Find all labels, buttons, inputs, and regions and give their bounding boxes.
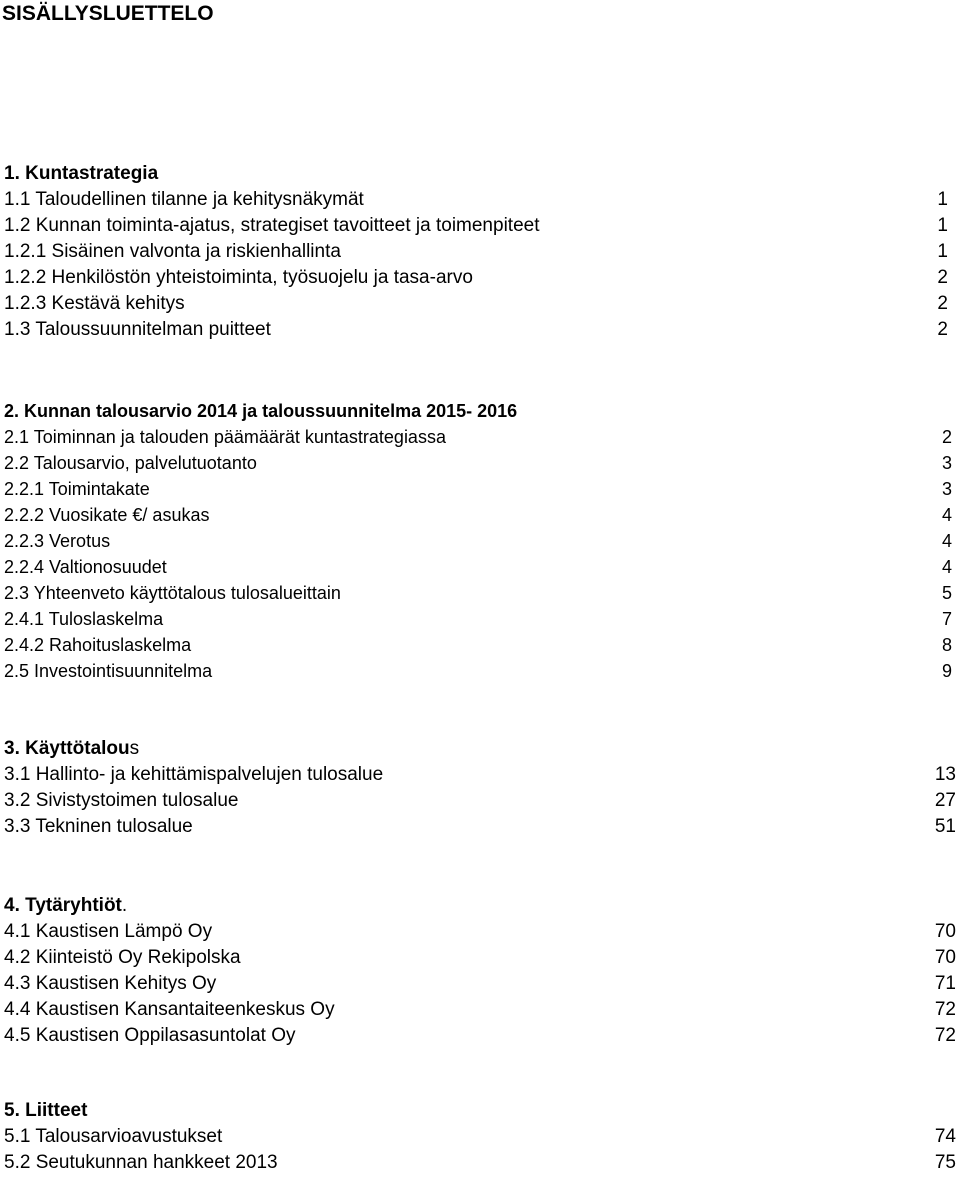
toc-entry-page: 51 bbox=[934, 816, 956, 837]
toc-entry-page: 75 bbox=[934, 1152, 956, 1173]
toc-entry[interactable] bbox=[4, 945, 960, 971]
toc-entry[interactable] bbox=[4, 762, 960, 788]
section-heading-text: 1. Kuntastrategia bbox=[4, 163, 159, 184]
toc-entry[interactable] bbox=[4, 528, 960, 554]
toc-entry-page: 13 bbox=[934, 764, 956, 785]
toc-entry-label: 2.4.1 Tuloslaskelma bbox=[4, 609, 164, 629]
toc-entry[interactable] bbox=[4, 814, 960, 840]
section-heading-text: 4. Tytäryhtiöt bbox=[4, 895, 122, 916]
toc-entry-page: 2 bbox=[941, 427, 952, 447]
toc-entry-page: 72 bbox=[934, 999, 956, 1020]
toc-entry-label: 4.2 Kiinteistö Oy Rekipolska bbox=[4, 947, 241, 968]
toc-entry-page: 70 bbox=[934, 947, 956, 968]
toc-entry-page: 74 bbox=[934, 1126, 956, 1147]
toc-entry-label: 3.3 Tekninen tulosalue bbox=[4, 816, 193, 837]
toc-entry[interactable] bbox=[4, 554, 960, 580]
toc-entry-label: 5.2 Seutukunnan hankkeet 2013 bbox=[4, 1152, 278, 1173]
toc-entry-label: 4.4 Kaustisen Kansantaiteenkeskus Oy bbox=[4, 999, 335, 1020]
toc-entry[interactable] bbox=[4, 317, 960, 343]
toc-entry[interactable] bbox=[4, 632, 960, 658]
toc-entry-page: 9 bbox=[941, 661, 952, 681]
toc-entry[interactable] bbox=[4, 239, 960, 265]
toc-entry[interactable] bbox=[4, 606, 960, 632]
toc-entry[interactable] bbox=[4, 213, 960, 239]
toc-section-2 bbox=[4, 398, 960, 684]
toc-section-3 bbox=[4, 736, 960, 840]
toc-entry-label: 1.2.3 Kestävä kehitys bbox=[4, 293, 185, 314]
toc-entry-page: 71 bbox=[934, 973, 956, 994]
toc-entry-label: 2.2.3 Verotus bbox=[4, 531, 111, 551]
toc-section-4 bbox=[4, 893, 960, 1049]
toc-entry-page: 4 bbox=[941, 557, 952, 577]
document-title: SISÄLLYSLUETTELO bbox=[2, 2, 214, 25]
toc-entry-label: 4.5 Kaustisen Oppilasasuntolat Oy bbox=[4, 1025, 296, 1046]
toc-entry-page: 70 bbox=[934, 921, 956, 942]
toc-entry-page: 2 bbox=[937, 319, 948, 340]
toc-entry[interactable] bbox=[4, 476, 960, 502]
toc-entry-page: 5 bbox=[941, 583, 952, 603]
toc-entry-page: 72 bbox=[934, 1025, 956, 1046]
toc-entry-page: 8 bbox=[941, 635, 952, 655]
toc-entry-label: 1.1 Taloudellinen tilanne ja kehitysnäkymät bbox=[4, 189, 364, 210]
toc-entry-page: 2 bbox=[937, 293, 948, 314]
section-heading-text: 3. Käyttötalou bbox=[4, 738, 130, 759]
toc-entry[interactable] bbox=[4, 265, 960, 291]
section-heading bbox=[4, 1098, 960, 1124]
toc-entry[interactable] bbox=[4, 1023, 960, 1049]
toc-entry-label: 1.3 Taloussuunnitelman puitteet bbox=[4, 319, 271, 340]
toc-entry[interactable] bbox=[4, 658, 960, 684]
toc-entry[interactable] bbox=[4, 502, 960, 528]
toc-entry-label: 4.1 Kaustisen Lämpö Oy bbox=[4, 921, 213, 942]
section-heading bbox=[4, 398, 960, 424]
toc-entry-page: 2 bbox=[937, 267, 948, 288]
toc-entry-label: 1.2.1 Sisäinen valvonta ja riskienhallinta bbox=[4, 241, 341, 262]
toc-entry[interactable] bbox=[4, 450, 960, 476]
toc-entry-page: 1 bbox=[937, 241, 948, 262]
toc-entry-label: 2.2.2 Vuosikate €/ asukas bbox=[4, 505, 210, 525]
toc-entry-page: 3 bbox=[941, 479, 952, 499]
section-heading bbox=[4, 736, 960, 762]
toc-entry-page: 3 bbox=[941, 453, 952, 473]
section-heading-tail: . bbox=[121, 895, 128, 916]
section-heading-text: 5. Liitteet bbox=[4, 1100, 88, 1121]
toc-entry[interactable] bbox=[4, 187, 960, 213]
toc-entry[interactable] bbox=[4, 580, 960, 606]
toc-entry-page: 1 bbox=[937, 189, 948, 210]
toc-entry[interactable] bbox=[4, 291, 960, 317]
toc-section-5 bbox=[4, 1098, 960, 1176]
section-heading bbox=[4, 161, 960, 187]
toc-entry-label: 1.2 Kunnan toiminta-ajatus, strategiset tavoitteet ja toimenpiteet bbox=[4, 215, 540, 236]
toc-entry-label: 3.2 Sivistystoimen tulosalue bbox=[4, 790, 239, 811]
section-heading bbox=[4, 893, 960, 919]
section-heading-text: 2. Kunnan talousarvio 2014 ja taloussuunnitelma 2015- 2016 bbox=[4, 401, 518, 421]
toc-section-1 bbox=[4, 161, 960, 343]
section-heading-tail: s bbox=[129, 738, 140, 759]
toc-entry-label: 2.4.2 Rahoituslaskelma bbox=[4, 635, 192, 655]
toc-entry[interactable] bbox=[4, 971, 960, 997]
toc-entry[interactable] bbox=[4, 1124, 960, 1150]
toc-entry-label: 1.2.2 Henkilöstön yhteistoiminta, työsuojelu ja tasa-arvo bbox=[4, 267, 473, 288]
toc-entry-label: 2.2.4 Valtionosuudet bbox=[4, 557, 167, 577]
toc-entry-label: 5.1 Talousarvioavustukset bbox=[4, 1126, 223, 1147]
toc-entry-page: 4 bbox=[941, 531, 952, 551]
toc-entry[interactable] bbox=[4, 788, 960, 814]
toc-entry-page: 4 bbox=[941, 505, 952, 525]
toc-entry-label: 2.2 Talousarvio, palvelutuotanto bbox=[4, 453, 257, 473]
toc-entry-label: 2.5 Investointisuunnitelma bbox=[4, 661, 213, 681]
toc-entry[interactable] bbox=[4, 1150, 960, 1176]
toc-entry[interactable] bbox=[4, 997, 960, 1023]
toc-entry-page: 1 bbox=[937, 215, 948, 236]
toc-entry[interactable] bbox=[4, 424, 960, 450]
toc-entry-label: 2.2.1 Toimintakate bbox=[4, 479, 150, 499]
toc-entry-page: 27 bbox=[934, 790, 956, 811]
toc-entry-label: 2.1 Toiminnan ja talouden päämäärät kuntastrategiassa bbox=[4, 427, 446, 447]
toc-entry[interactable] bbox=[4, 919, 960, 945]
toc-entry-label: 4.3 Kaustisen Kehitys Oy bbox=[4, 973, 217, 994]
toc-entry-label: 2.3 Yhteenveto käyttötalous tulosalueittain bbox=[4, 583, 341, 603]
toc-entry-page: 7 bbox=[941, 609, 952, 629]
toc-entry-label: 3.1 Hallinto- ja kehittämispalvelujen tulosalue bbox=[4, 764, 384, 785]
